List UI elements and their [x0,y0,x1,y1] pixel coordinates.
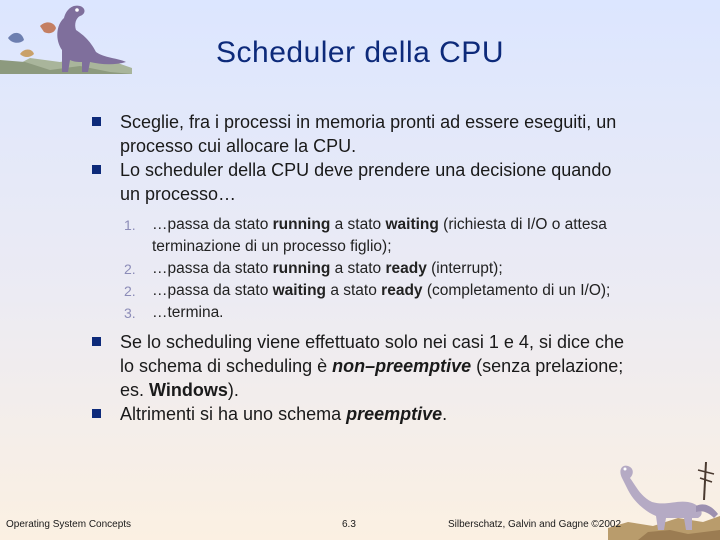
bullet-3-text: Se lo scheduling viene effettuato solo nei casi 1 e 4, si dice che lo schema di scheduling è [120,332,624,376]
square-bullet-icon [92,409,101,418]
state-label: running [272,260,331,277]
sub-item-text: …passa da stato [152,260,273,277]
footer-right: Silberschatz, Galvin and Gagne ©2002 [448,519,622,530]
sub-item-text: a stato [326,282,382,299]
sub-item-text: a stato [330,216,386,233]
sub-item-3 [88,280,628,302]
sub-item-2 [88,258,628,280]
state-label: waiting [385,216,439,233]
bullet-4-text: . [442,404,448,424]
bullet-1 [88,110,628,158]
sub-item-text: a stato [330,260,386,277]
page-number: 6.3 [342,519,356,530]
square-bullet-icon [92,337,101,346]
sub-item-text: …passa da stato [152,216,273,233]
bullet-list [88,110,628,426]
footer-left: Operating System Concepts [6,519,132,530]
bullet-3-text: ). [227,380,239,400]
sub-item-4 [88,302,628,324]
bullet-3 [88,330,628,402]
emphasis-text: preemptive [346,404,443,424]
square-bullet-icon [92,117,101,126]
sub-item-text: …termina. [152,304,224,321]
dinosaur-bottom-right-illustration [608,456,720,540]
slide-title: Scheduler della CPU [216,36,504,70]
sub-item-1 [88,214,628,258]
sub-item-text: (richiesta di I/O o attesa terminazione di un processo figlio); [152,216,607,255]
state-label: waiting [272,282,327,299]
state-label: ready [385,260,427,277]
bullet-2 [88,158,628,206]
sub-item-number: 3. [124,305,136,321]
sub-item-text: …passa da stato [152,282,273,299]
sub-item-number: 2. [124,283,136,299]
sub-item-number: 2. [124,261,136,277]
sub-item-text: (completamento di un I/O); [422,282,611,299]
sub-item-number: 1. [124,217,136,233]
bullet-4-text: Altrimenti si ha uno schema [120,404,347,424]
bullet-3-text: (senza prelazione; es. [120,356,624,400]
bullet-4 [88,402,628,426]
bold-text: Windows [149,380,228,400]
emphasis-text: non–preemptive [332,356,472,376]
bullet-1-text: Sceglie, fra i processi in memoria pronti ad essere eseguiti, un processo cui allocare la CPU. [120,112,617,156]
sub-item-text: (interrupt); [426,260,503,277]
bullet-2-text: Lo scheduler della CPU deve prendere una decisione quando un processo… [120,160,612,204]
square-bullet-icon [92,165,101,174]
state-label: running [272,216,331,233]
state-label: ready [381,282,423,299]
